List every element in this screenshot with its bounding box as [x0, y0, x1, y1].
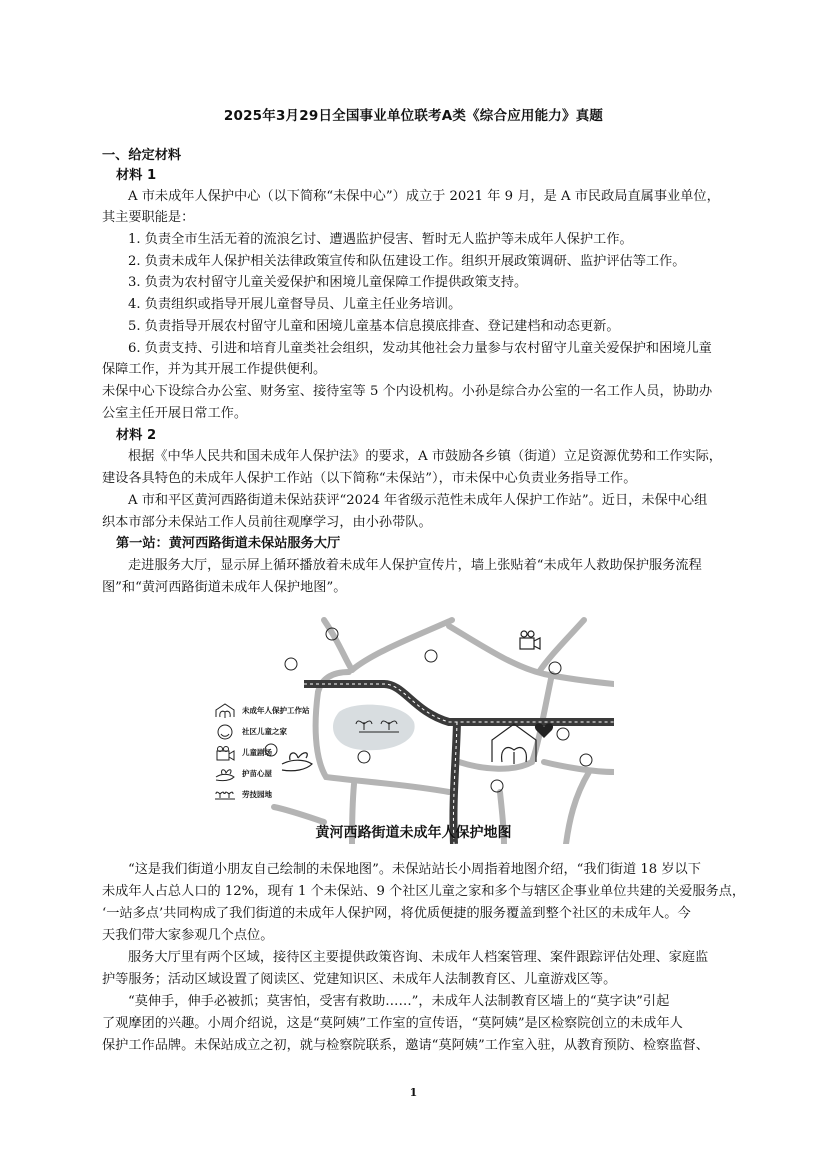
paragraph-line: 未保中心下设综合办公室、财务室、接待室等 5 个内设机构。小孙是综合办公室的一名工作人员，协助办 [102, 384, 713, 399]
sprout-garden-icon [214, 787, 236, 803]
movie-camera-icon [520, 631, 540, 649]
paragraph-line: 其主要职能是： [102, 210, 195, 225]
list-item: 3. 负责为农村留守儿童关爱保护和困境儿童保障工作提供政策支持。 [128, 275, 528, 290]
legend-label: 护苗心屋 [242, 769, 272, 778]
movie-camera-icon [214, 745, 236, 761]
document-title: 2025年3月29日全国事业单位联考A类《综合应用能力》真题 [223, 108, 604, 124]
smiley-face-icon [214, 724, 236, 740]
paragraph-line: 服务大厅里有两个区域，接待区主要提供政策咨询、未成年人档案管理、案件跟踪评估处理、家庭监 [128, 950, 709, 965]
legend-label: 未成年人保护工作站 [242, 706, 310, 715]
paragraph-line: 公室主任开展日常工作。 [102, 406, 248, 421]
page-number: 1 [409, 1086, 418, 1099]
list-item: 2. 负责未成年人保护相关法律政策宣传和队伍建设工作。组织开展政策调研、监护评估等工作。 [128, 254, 686, 269]
material1-heading: 材料 1 [116, 168, 157, 183]
legend-item [214, 700, 314, 721]
paragraph-line: A 市和平区黄河西路街道未保站获评“2024 年省级示范性未成年人保护工作站”。近日，未保中心组 [128, 493, 708, 508]
legend-label: 社区儿童之家 [242, 727, 287, 736]
paragraph-line: 护等服务；活动区域设置了阅读区、党建知识区、未成年人法制教育区、儿童游戏区等。 [102, 972, 617, 987]
paragraph-line: 图”和“黄河西路街道未成年人保护地图”。 [102, 580, 347, 595]
material2-heading: 材料 2 [116, 428, 157, 443]
paragraph-line: 未成年人占总人口的 12%，现有 1 个未保站、9 个社区儿童之家和多个与辖区企事业单位共建的关爱服务点， [102, 884, 746, 899]
paragraph-line: “这是我们街道小朋友自己绘制的未保地图”。未保站站长小周指着地图介绍，“我们街道 18 岁以下 [128, 862, 701, 877]
protection-station-icon [214, 703, 236, 719]
paragraph-line: ‘一站多点’共同构成了我们街道的未成年人保护网，将优质便捷的服务覆盖到整个社区的未成年人。今 [102, 906, 691, 921]
list-item: 4. 负责组织或指导开展儿童督导员、儿童主任业务培训。 [128, 297, 462, 312]
paragraph-line: 天我们带大家参观几个点位。 [102, 928, 274, 943]
list-item: 1. 负责全市生活无着的流浪乞讨、遭遇监护侵害、暂时无人监护等未成年人保护工作。 [128, 232, 633, 247]
hand-seedling-icon [214, 766, 236, 782]
paragraph-line: 走进服务大厅，显示屏上循环播放着未成年人保护宣传片，墙上张贴着“未成年人救助保护服务流程 [128, 558, 702, 573]
map-legend [214, 700, 314, 805]
paragraph-line: 了观摩团的兴趣。小周介绍说，这是“莫阿姨”工作室的宣传语，“莫阿姨”是区检察院创立的未成年人 [102, 1016, 683, 1031]
paragraph-line: 织本市部分未保站工作人员前往观摩学习，由小孙带队。 [102, 515, 432, 530]
legend-item [214, 784, 314, 805]
map-caption: 黄河西路街道未成年人保护地图 [315, 825, 512, 841]
paragraph-line: 保障工作，并为其开展工作提供便利。 [102, 362, 327, 377]
paragraph-line: 保护工作品牌。未保站成立之初，就与检察院联系，邀请“莫阿姨”工作室入驻，从教育预防、检察监督、 [102, 1038, 709, 1053]
stop1-heading: 第一站：黄河西路街道未保站服务大厅 [116, 536, 341, 551]
list-item: 5. 负责指导开展农村留守儿童和困境儿童基本信息摸底排查、登记建档和动态更新。 [128, 319, 620, 334]
paragraph-line: “莫伸手，伸手必被抓；莫害怕，受害有救助……”，未成年人法制教育区墙上的“莫字诀”引起 [128, 994, 670, 1009]
paragraph-line: 建设各具特色的未成年人保护工作站（以下简称“未保站”），市未保中心负责业务指导工作。 [102, 471, 637, 486]
paragraph-line: 根据《中华人民共和国未成年人保护法》的要求，A 市鼓励各乡镇（街道）立足资源优势和工作实际， [128, 449, 722, 464]
protection-station-icon [492, 724, 536, 764]
legend-label: 劳技园地 [242, 790, 272, 799]
section-heading: 一、给定材料 [102, 148, 182, 163]
legend-item [214, 742, 314, 763]
legend-item [214, 721, 314, 742]
legend-label: 儿童剧场 [242, 748, 272, 757]
list-item: 6. 负责支持、引进和培育儿童类社会组织，发动其他社会力量参与农村留守儿童关爱保护和困境儿童 [128, 341, 712, 356]
legend-item [214, 763, 314, 784]
paragraph-line: A 市未成年人保护中心（以下简称“未保中心”）成立于 2021 年 9 月，是 A 市民政局直属事业单位， [128, 189, 720, 204]
